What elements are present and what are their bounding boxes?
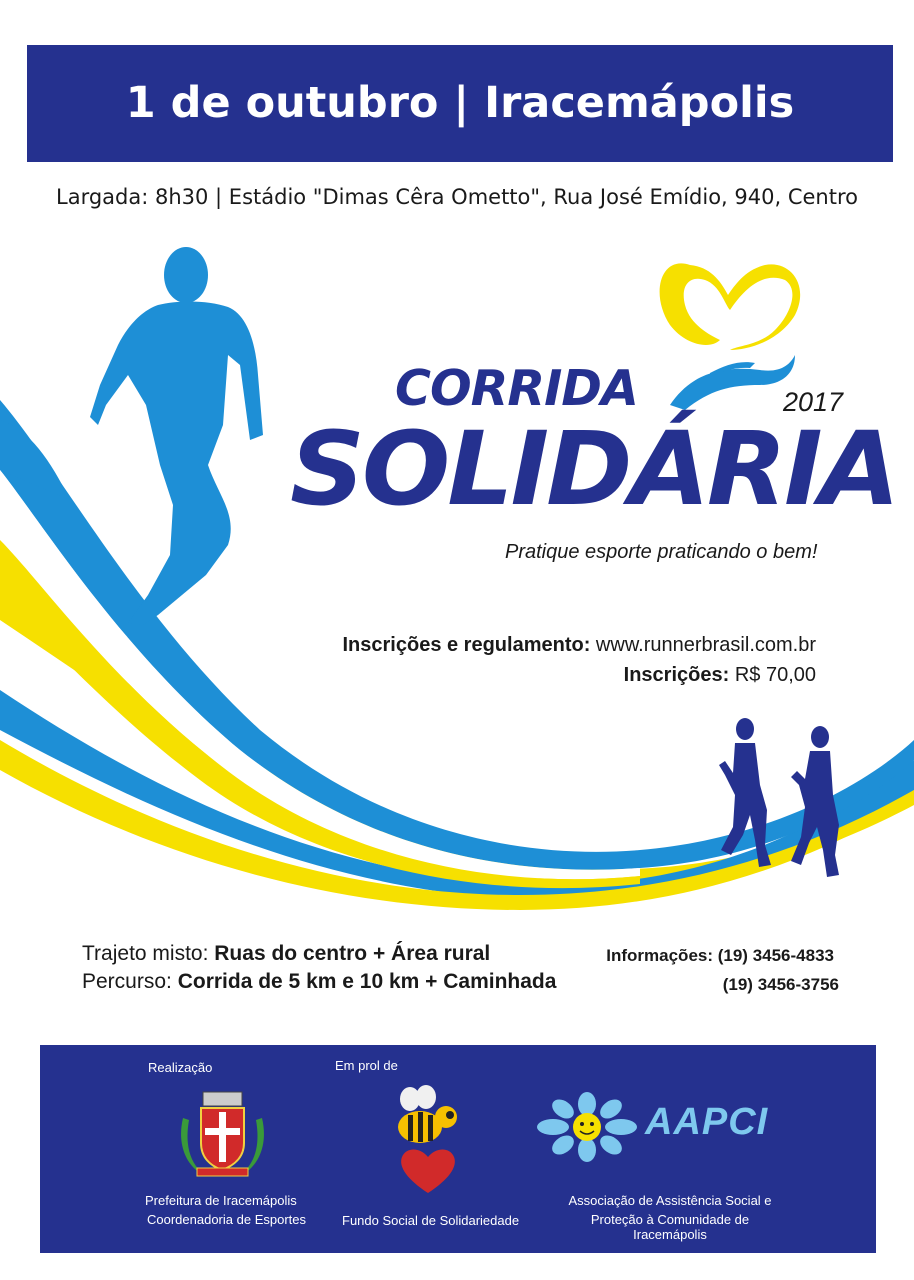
trajeto-label: Trajeto misto:	[82, 942, 215, 965]
fundo-social-label: Fundo Social de Solidariedade	[342, 1213, 520, 1228]
registration-url[interactable]: www.runnerbrasil.com.br	[590, 634, 816, 656]
trajeto-line	[82, 942, 490, 966]
runners-small	[715, 715, 845, 885]
prefeitura-line1: Prefeitura de Iracemápolis	[145, 1193, 297, 1208]
association-line2: Proteção à Comunidade de Iracemápolis	[590, 1212, 750, 1242]
registration-line	[343, 634, 817, 657]
aapci-logo-text: AAPCI	[645, 1101, 769, 1143]
slogan: Pratique esporte praticando o bem!	[505, 541, 818, 563]
realizacao-label: Realização	[148, 1060, 213, 1075]
percurso-label: Percurso:	[82, 970, 178, 993]
contact-phone-1: Informações: (19) 3456-4833	[606, 946, 834, 965]
aapci-flower-icon	[535, 1092, 640, 1162]
logo-year: 2017	[783, 387, 844, 417]
runner-silhouette-large	[88, 245, 278, 635]
percurso-value: Corrida de 5 km e 10 km + Caminhada	[177, 970, 557, 993]
association-line1: Associação de Assistência Social e	[568, 1193, 772, 1208]
coat-of-arms-icon	[175, 1088, 270, 1180]
logo-solidaria: SOLIDÁRIA	[290, 410, 898, 529]
prefeitura-line2: Coordenadoria de Esportes	[147, 1212, 306, 1227]
bee-heart-icon	[388, 1085, 468, 1193]
price-label: Inscrições:	[623, 664, 730, 686]
percurso-line	[82, 970, 556, 994]
trajeto-value: Ruas do centro + Área rural	[214, 942, 491, 965]
price-line	[624, 664, 816, 687]
page-title: 1 de outubro | Iracemápolis	[125, 78, 795, 128]
contact-phone-2: (19) 3456-3756	[722, 975, 839, 994]
registration-label: Inscrições e regulamento:	[342, 634, 591, 656]
price-value: R$ 70,00	[729, 664, 816, 686]
em-prol-label: Em prol de	[335, 1058, 398, 1073]
start-info: Largada: 8h30 | Estádio "Dimas Cêra Ometto", Rua José Emídio, 940, Centro	[56, 185, 858, 209]
logo-corrida: CORRIDA	[395, 360, 638, 417]
